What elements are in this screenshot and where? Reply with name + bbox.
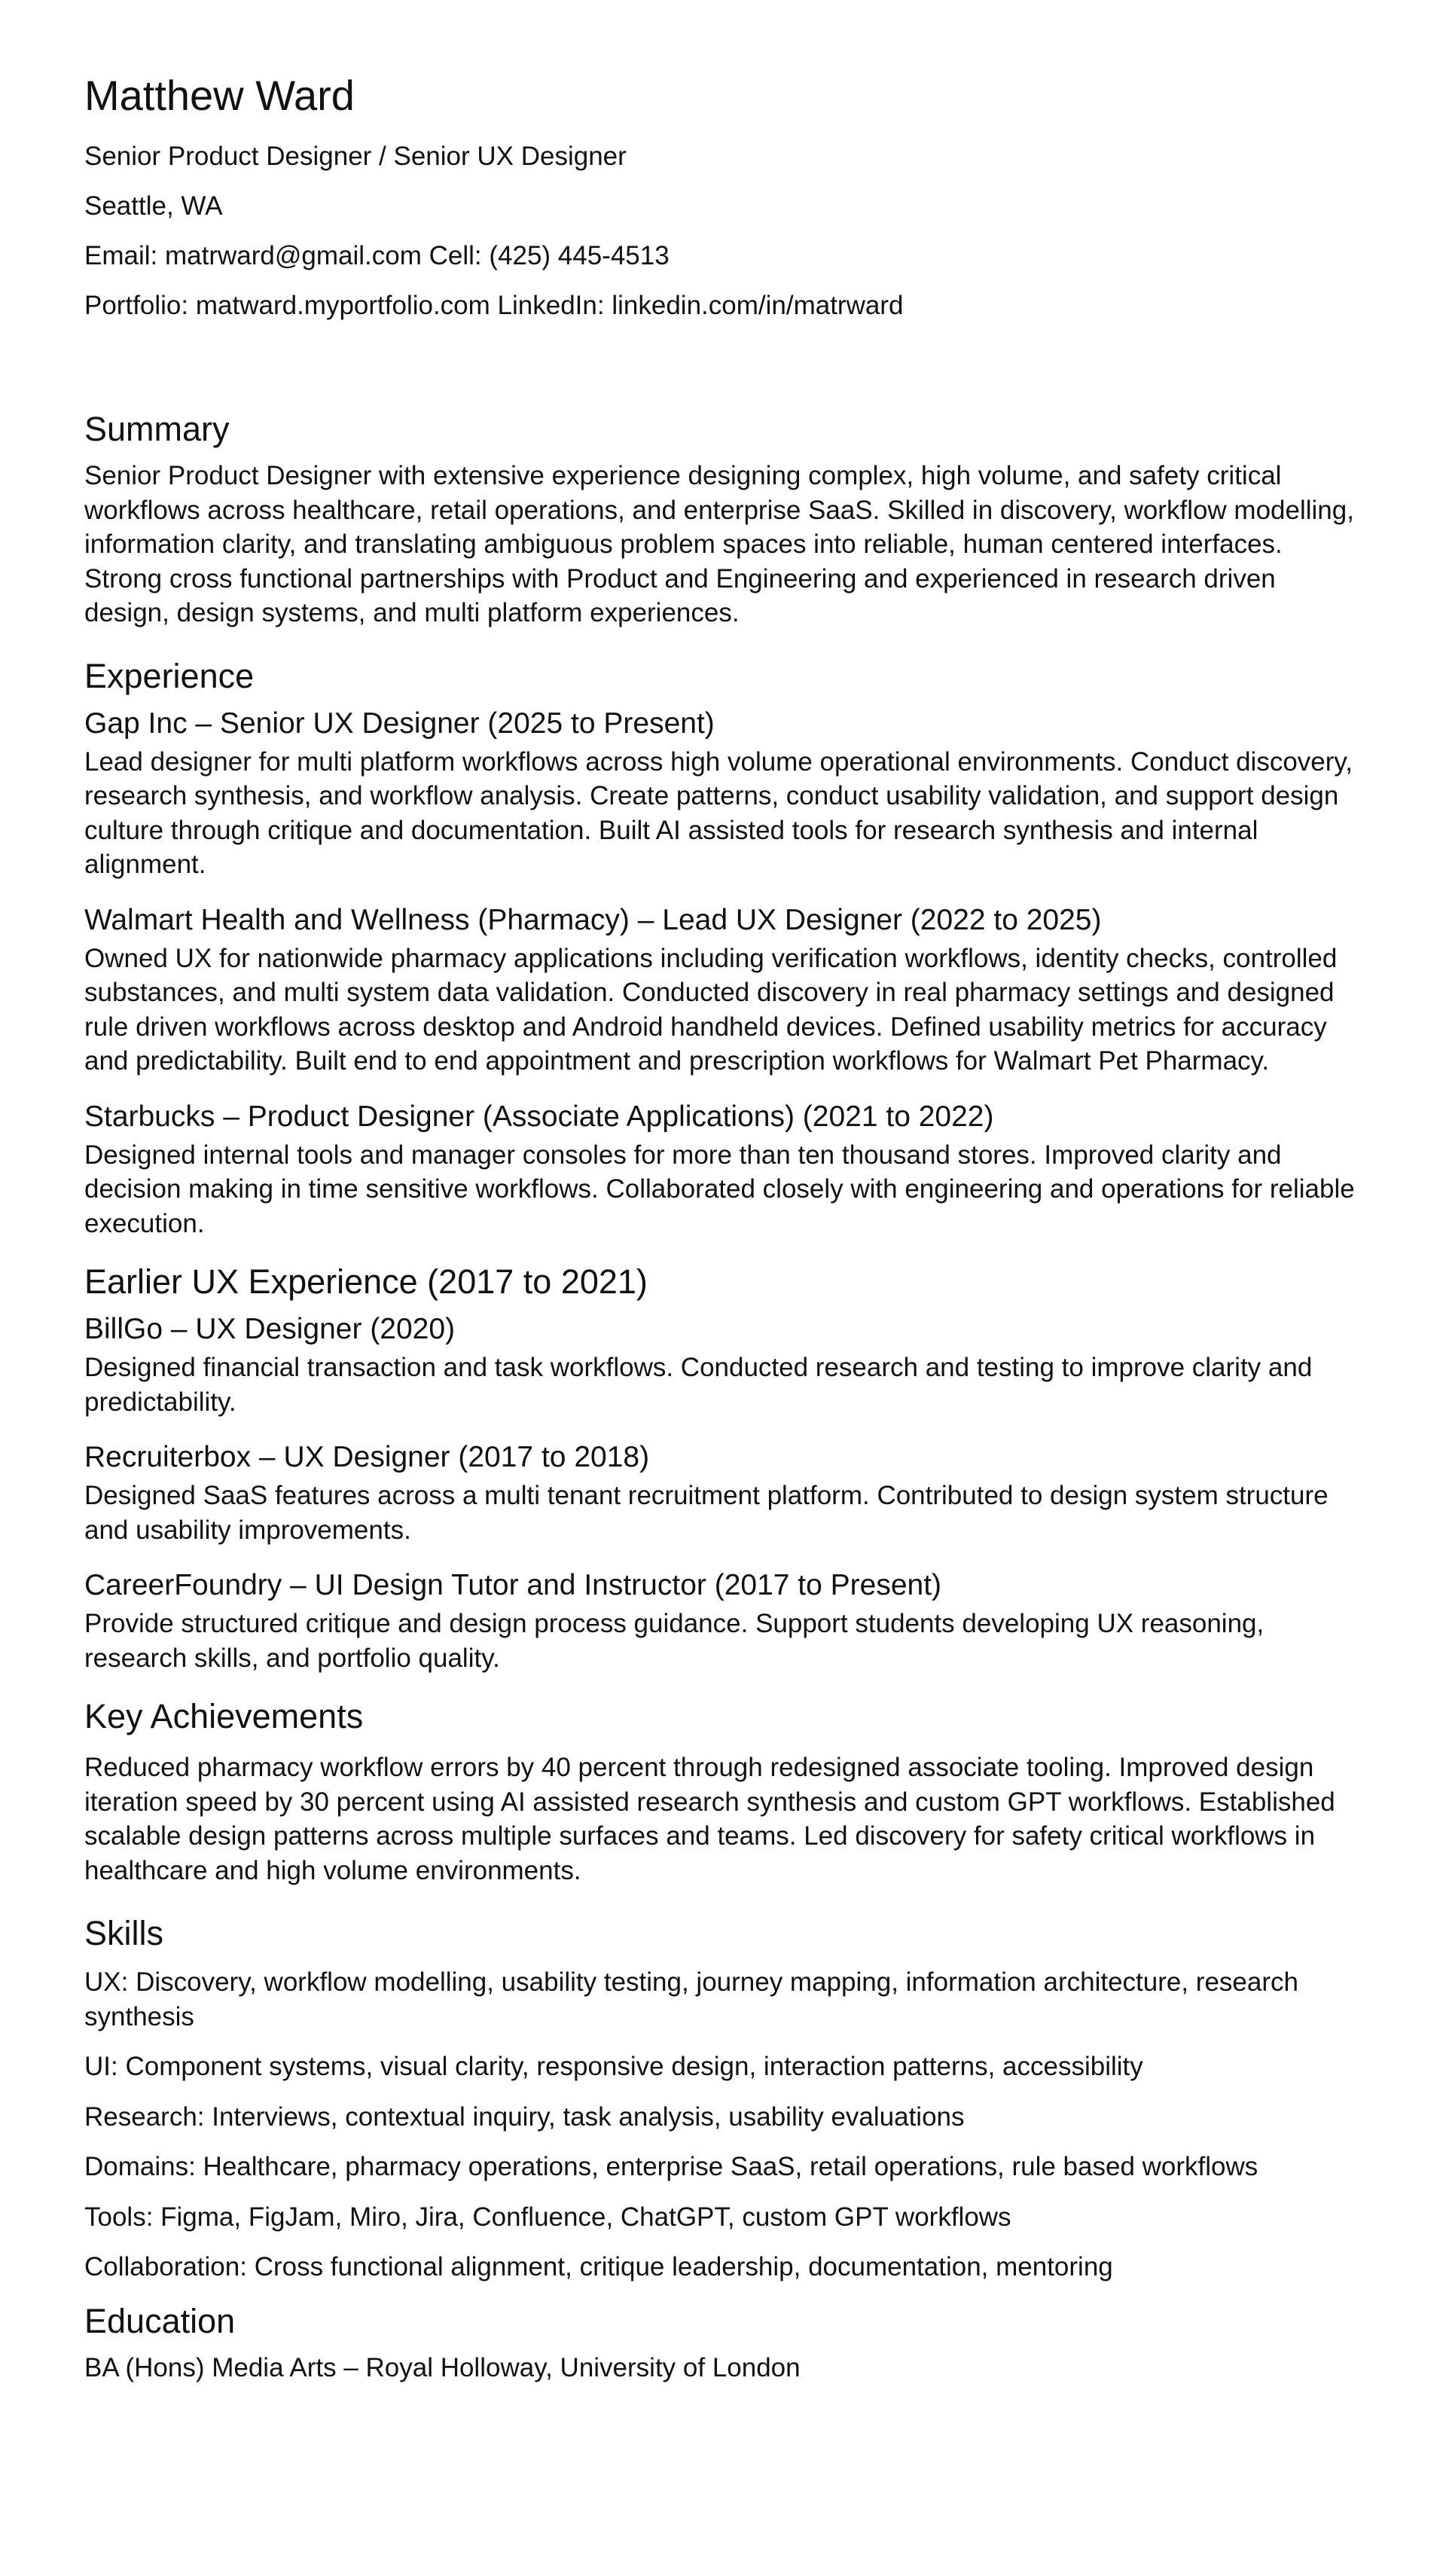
job-entry — [84, 706, 1362, 882]
job-title: Gap Inc – Senior UX Designer (2025 to Present) — [84, 707, 715, 740]
education-degree: BA (Hons) Media Arts – Royal Holloway, University of London — [84, 2352, 801, 2382]
cell-label: Cell: — [429, 241, 482, 270]
email-value[interactable]: matrward@gmail.com — [164, 241, 422, 270]
experience-section — [84, 655, 1362, 1241]
skills-heading: Skills — [84, 1914, 164, 1952]
linkedin-link[interactable]: linkedin.com/in/matrward — [612, 291, 904, 320]
job-description: Owned UX for nationwide pharmacy applications including verification workflows, identity checks, controlled substances, and multi system data validation. Conducted discovery in real pharmacy settings and designed rule driven workflows across desktop and Android handheld devices. Defined usability metrics for accuracy and predictability. Built end to end appointment and prescription workflows for Walmart Pet Pharmacy. — [84, 943, 1338, 1076]
education-heading: Education — [84, 2301, 236, 2340]
job-entry — [84, 1311, 1362, 1419]
skill-item: Domains: Healthcare, pharmacy operations, enterprise SaaS, retail operations, rule based workflows — [84, 2152, 1258, 2181]
candidate-location: Seattle, WA — [84, 191, 223, 221]
achievements-heading: Key Achievements — [84, 1697, 364, 1735]
job-title: Recruiterbox – UX Designer (2017 to 2018) — [84, 1441, 650, 1473]
job-description: Designed financial transaction and task workflows. Conducted research and testing to improve clarity and predictability. — [84, 1353, 1313, 1417]
contact-line — [84, 240, 1362, 272]
job-title: Starbucks – Product Designer (Associate Applications) (2021 to 2022) — [84, 1100, 994, 1133]
job-entry — [84, 1099, 1362, 1241]
job-entry — [84, 1567, 1362, 1675]
skill-item: UX: Discovery, workflow modelling, usability testing, journey mapping, information architecture, research synthesis — [84, 1967, 1298, 2031]
summary-heading: Summary — [84, 410, 230, 448]
skill-item: Research: Interviews, contextual inquiry, task analysis, usability evaluations — [84, 2101, 965, 2132]
skill-item: Tools: Figma, FigJam, Miro, Jira, Confluence, ChatGPT, custom GPT workflows — [84, 2202, 1011, 2232]
job-title: BillGo – UX Designer (2020) — [84, 1313, 456, 1345]
summary-text: Senior Product Designer with extensive experience designing complex, high volume, and safety critical workflows across healthcare, retail operations, and enterprise SaaS. Skilled in discovery, workflow modelling, information clarity, and translating ambiguous problem spaces into reliable, human centered interfaces. Strong cross functional partnerships with Product and Engineering and experienced in research driven design, design systems, and multi platform experiences. — [84, 461, 1354, 627]
portfolio-link[interactable]: matward.myportfolio.com — [195, 291, 490, 320]
job-title: CareerFoundry – UI Design Tutor and Instructor (2017 to Present) — [84, 1569, 942, 1601]
skill-item: UI: Component systems, visual clarity, responsive design, interaction patterns, accessibility — [84, 2052, 1143, 2081]
job-title: Walmart Health and Wellness (Pharmacy) – Lead UX Designer (2022 to 2025) — [84, 903, 1102, 936]
portfolio-label: Portfolio: — [84, 291, 189, 320]
linkedin-label: LinkedIn: — [497, 291, 605, 320]
job-entry — [84, 1439, 1362, 1547]
cell-value[interactable]: (425) 445-4513 — [489, 241, 670, 270]
job-entry — [84, 902, 1362, 1079]
skill-item: Collaboration: Cross functional alignment, critique leadership, documentation, mentoring — [84, 2252, 1113, 2281]
summary-section — [84, 408, 1362, 630]
job-description: Provide structured critique and design process guidance. Support students developing UX reasoning, research skills, and portfolio quality. — [84, 1609, 1264, 1673]
job-description: Designed internal tools and manager consoles for more than ten thousand stores. Improved clarity and decision making in time sensitive workflows. Collaborated closely with engineering and operations for reliable execution. — [84, 1140, 1355, 1238]
job-description: Designed SaaS features across a multi tenant recruitment platform. Contributed to design system structure and usability improvements. — [84, 1481, 1329, 1545]
job-description: Lead designer for multi platform workflows across high volume operational environments. Conduct discovery, research synthesis, and workflow analysis. Create patterns, conduct usability validation, and support design culture through critique and documentation. Built AI assisted tools for research synthesis and internal alignment. — [84, 746, 1353, 879]
candidate-title: Senior Product Designer / Senior UX Designer — [84, 142, 627, 171]
achievements-text: Reduced pharmacy workflow errors by 40 percent through redesigned associate tooling. Improved design iteration speed by 30 percent using AI assisted research synthesis and custom GPT workflows. Established scalable design patterns across multiple surfaces and teams. Led discovery for safety critical workflows in healthcare and high volume environments. — [84, 1753, 1335, 1885]
resume-header — [84, 69, 1362, 322]
education-section — [84, 2300, 1362, 2385]
links-line — [84, 289, 1362, 322]
earlier-experience-heading: Earlier UX Experience (2017 to 2021) — [84, 1262, 648, 1301]
earlier-experience-section — [84, 1261, 1362, 1675]
candidate-name: Matthew Ward — [84, 72, 355, 119]
achievements-section — [84, 1695, 1362, 1888]
skills-section — [84, 1912, 1362, 2285]
email-label: Email: — [84, 241, 158, 270]
experience-heading: Experience — [84, 656, 255, 695]
